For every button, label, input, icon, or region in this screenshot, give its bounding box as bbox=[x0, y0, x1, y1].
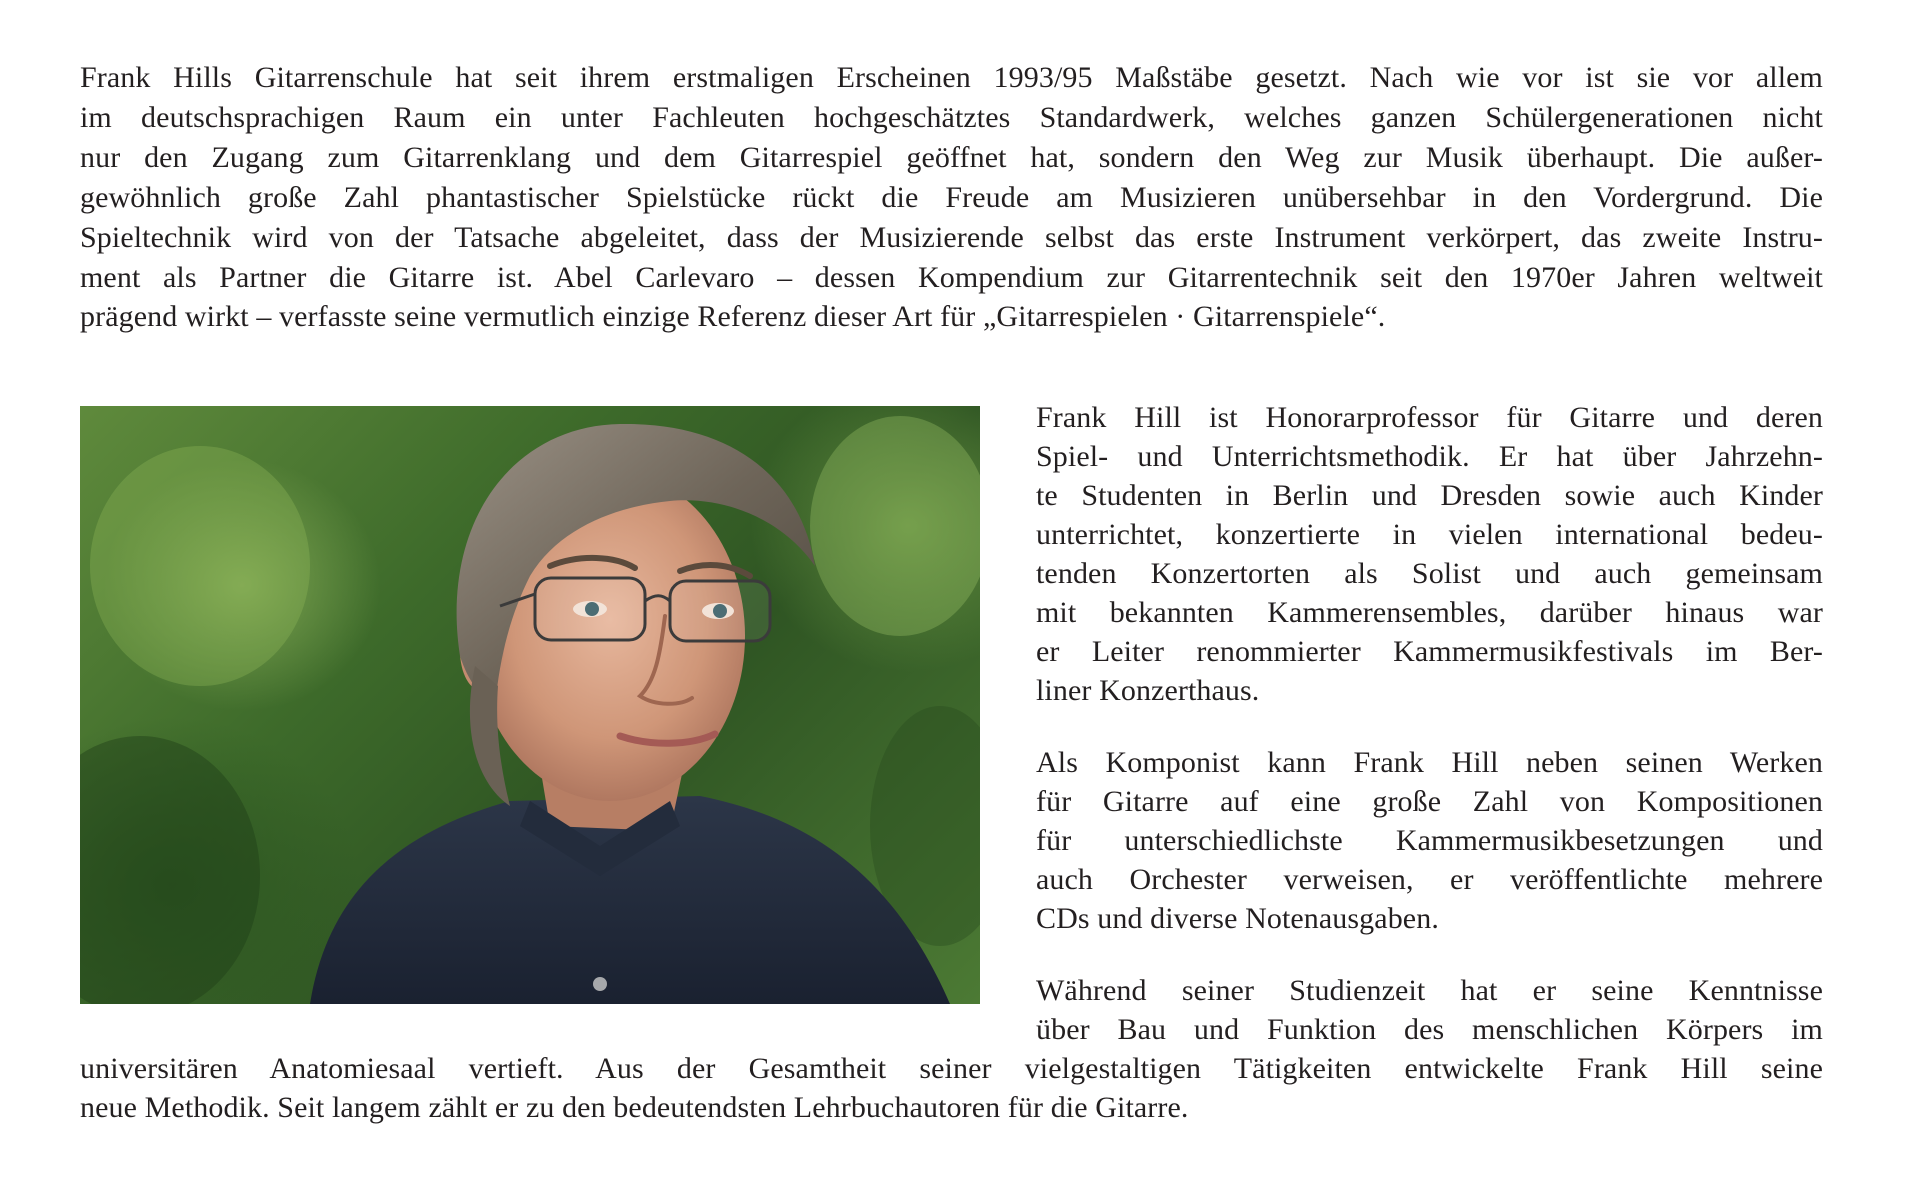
bio-line: Spiel- und Unterrichtsmethodik. Er hat über Jahrzehn- bbox=[1036, 440, 1823, 473]
bio-line: te Studenten in Berlin und Dresden sowie auch Kinder bbox=[1036, 479, 1823, 512]
intro-line: nur den Zugang zum Gitarrenklang und dem Gitarrespiel geöffnet hat, sondern den Weg zur Musik überhaupt. Die außer- bbox=[80, 141, 1823, 174]
bio-line: auch Orchester verweisen, er veröffentlichte mehrere bbox=[1036, 863, 1823, 896]
bio-line: für unterschiedlichste Kammermusikbesetzungen und bbox=[1036, 824, 1823, 857]
document-page bbox=[80, 0, 1823, 1202]
bio-line: er Leiter renommierter Kammermusikfestivals im Ber- bbox=[1036, 635, 1823, 668]
bio-line: CDs und diverse Notenausgaben. bbox=[1036, 902, 1439, 935]
bio-line: liner Konzerthaus. bbox=[1036, 674, 1260, 707]
bio-line: neue Methodik. Seit langem zählt er zu den bedeutendsten Lehrbuchautoren für die Gitarre. bbox=[80, 1091, 1189, 1124]
intro-line: Frank Hills Gitarrenschule hat seit ihrem erstmaligen Erscheinen 1993/95 Maßstäbe gesetzt. Nach wie vor ist sie vor allem bbox=[80, 61, 1823, 94]
portrait-illustration bbox=[80, 406, 980, 1004]
bio-line: über Bau und Funktion des menschlichen Körpers im bbox=[1036, 1013, 1823, 1046]
bio-line: Als Komponist kann Frank Hill neben seinen Werken bbox=[1036, 746, 1823, 779]
intro-line: gewöhnlich große Zahl phantastischer Spielstücke rückt die Freude am Musizieren unübersehbar in den Vordergrund. Die bbox=[80, 181, 1823, 214]
bio-line: tenden Konzertorten als Solist und auch gemeinsam bbox=[1036, 557, 1823, 590]
intro-line: ment als Partner die Gitarre ist. Abel Carlevaro – dessen Kompendium zur Gitarrentechnik seit den 1970er Jahren weltweit bbox=[80, 261, 1823, 294]
bio-column bbox=[1036, 0, 1823, 1202]
bio-line: Während seiner Studienzeit hat er seine Kenntnisse bbox=[1036, 974, 1823, 1007]
bio-line: für Gitarre auf eine große Zahl von Kompositionen bbox=[1036, 785, 1823, 818]
intro-line: Spieltechnik wird von der Tatsache abgeleitet, dass der Musizierende selbst das erste Instrument verkörpert, das zweite Instru- bbox=[80, 221, 1823, 254]
bio-line: Frank Hill ist Honorarprofessor für Gitarre und deren bbox=[1036, 401, 1823, 434]
author-portrait-photo bbox=[80, 406, 980, 1004]
bio-line: universitären Anatomiesaal vertieft. Aus der Gesamtheit seiner vielgestaltigen Tätigkeiten entwickelte Frank Hill seine bbox=[80, 1052, 1823, 1085]
intro-line: im deutschsprachigen Raum ein unter Fachleuten hochgeschätztes Standardwerk, welches ganzen Schülergenerationen nicht bbox=[80, 101, 1823, 134]
intro-line: prägend wirkt – verfasste seine vermutlich einzige Referenz dieser Art für „Gitarrespielen · Gitarrenspiele“. bbox=[80, 300, 1386, 333]
bio-line: unterrichtet, konzertierte in vielen international bedeu- bbox=[1036, 518, 1823, 551]
bio-line: mit bekannten Kammerensembles, darüber hinaus war bbox=[1036, 596, 1823, 629]
